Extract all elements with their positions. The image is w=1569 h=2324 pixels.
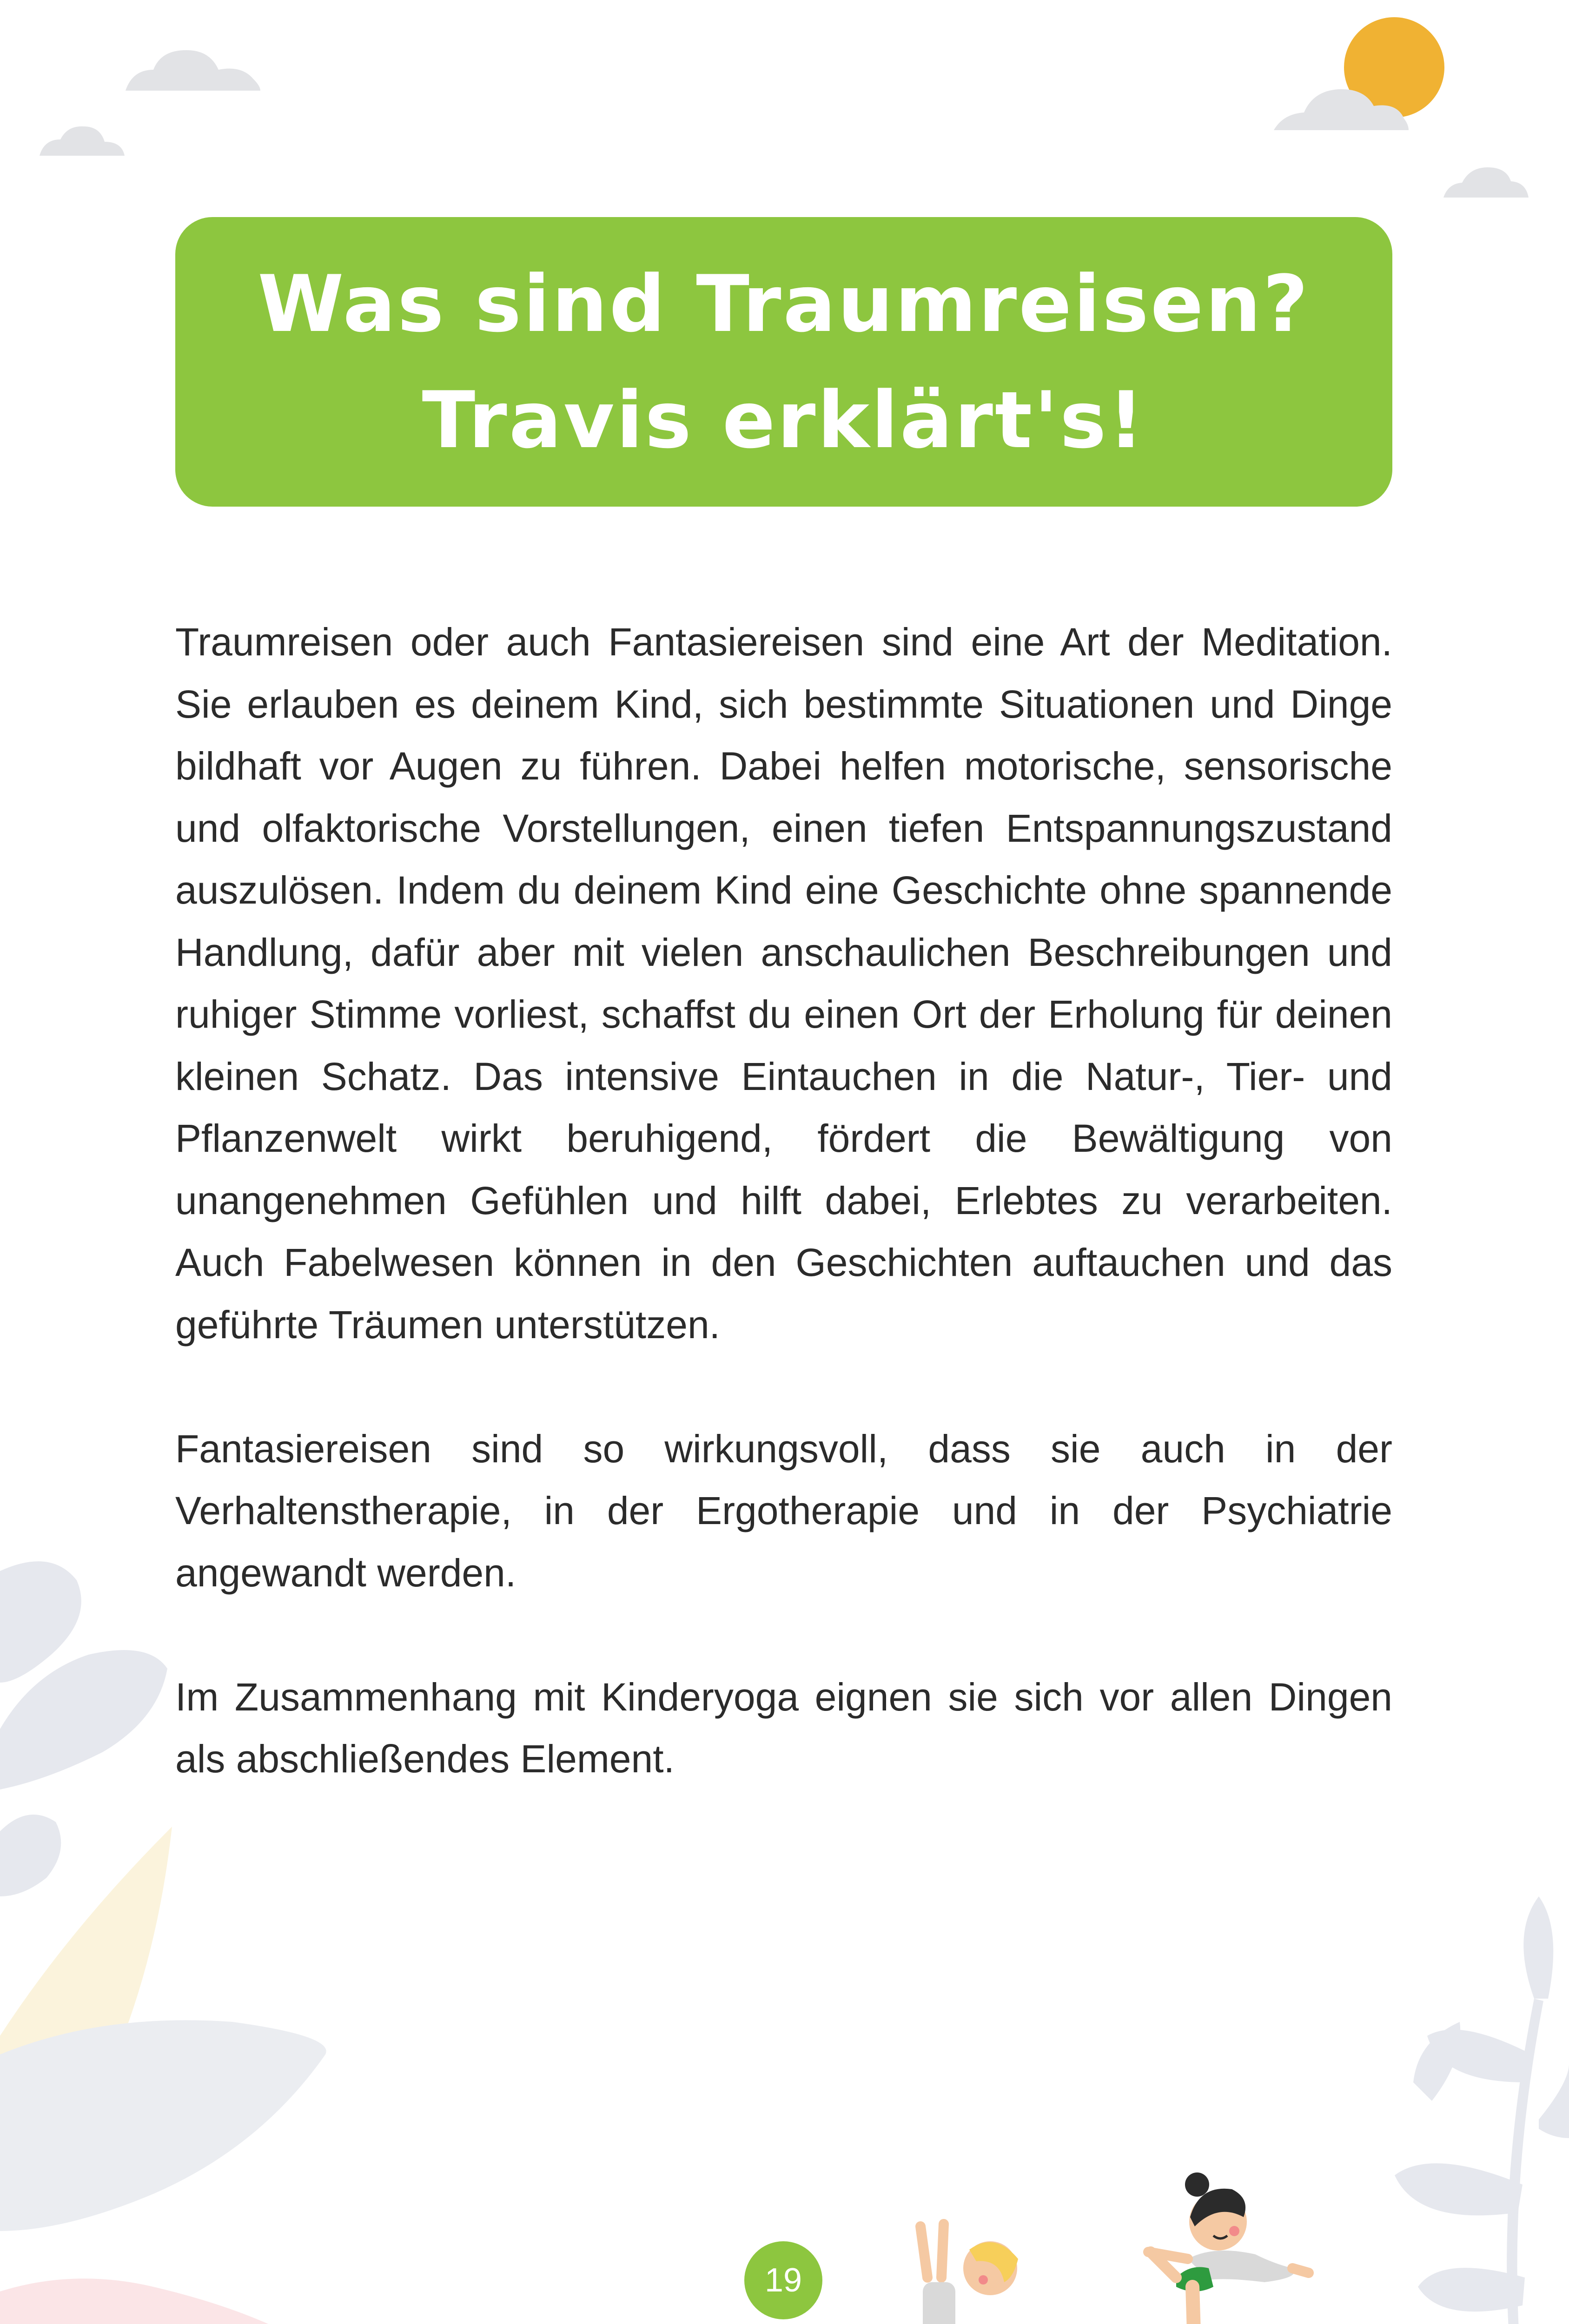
page-number xyxy=(744,2241,822,2319)
page-title-line-1: Was sind Traumreisen? xyxy=(258,258,1310,350)
title-banner xyxy=(175,217,1392,507)
cloud-icon xyxy=(126,50,260,91)
page-title-line-2: Travis erklärt's! xyxy=(422,374,1146,466)
leaf-icon xyxy=(0,1561,167,1896)
leaf-icon xyxy=(1395,1896,1569,2324)
cloud-icon xyxy=(40,126,125,156)
leaf-icon xyxy=(0,2020,326,2231)
paragraph: Fantasiereisen sind so wirkungsvoll, dass sie auch in der Verhaltenstherapie, in der Ergotherapie und in der Psychiatrie angewandt werden. xyxy=(175,1426,1392,1595)
page-number-label: 19 xyxy=(764,2262,802,2299)
body-text xyxy=(175,611,1392,1852)
yoga-girl-illustration xyxy=(1148,2172,1309,2324)
yoga-boy-illustration xyxy=(869,2224,1018,2324)
paragraph: Traumreisen oder auch Fantasiereisen sind eine Art der Meditation. Sie erlauben es deinem Kind, sich bestimmte Situationen und Dinge bildhaft vor Augen zu führen. Dabei helfen motorische, sensorische und olfaktorische Vorstellungen, einen tiefen Entspannungszustand auszulösen. Indem du deinem Kind eine Geschichte ohne spannende Handlung, dafür aber mit vielen anschaulichen Beschreibungen und ruhiger Stimme vorliest, schaffst du einen Ort der Erholung für deinen kleinen Schatz. Das intensive Eintauchen in die Natur-, Tier- und Pflanzenwelt wirkt beruhigend, fördert die Bewältigung von unangenehmen Gefühlen und hilft dabei, Erlebtes zu verarbeiten. Auch Fabelwesen können in den Geschichten auftauchen und das geführte Träumen unterstützen. xyxy=(175,620,1392,1347)
cloud-icon xyxy=(1443,167,1529,198)
paragraph: Im Zusammenhang mit Kinderyoga eignen sie sich vor allen Dingen als abschließendes Element. xyxy=(175,1675,1392,1781)
leaf-icon xyxy=(0,2278,288,2324)
